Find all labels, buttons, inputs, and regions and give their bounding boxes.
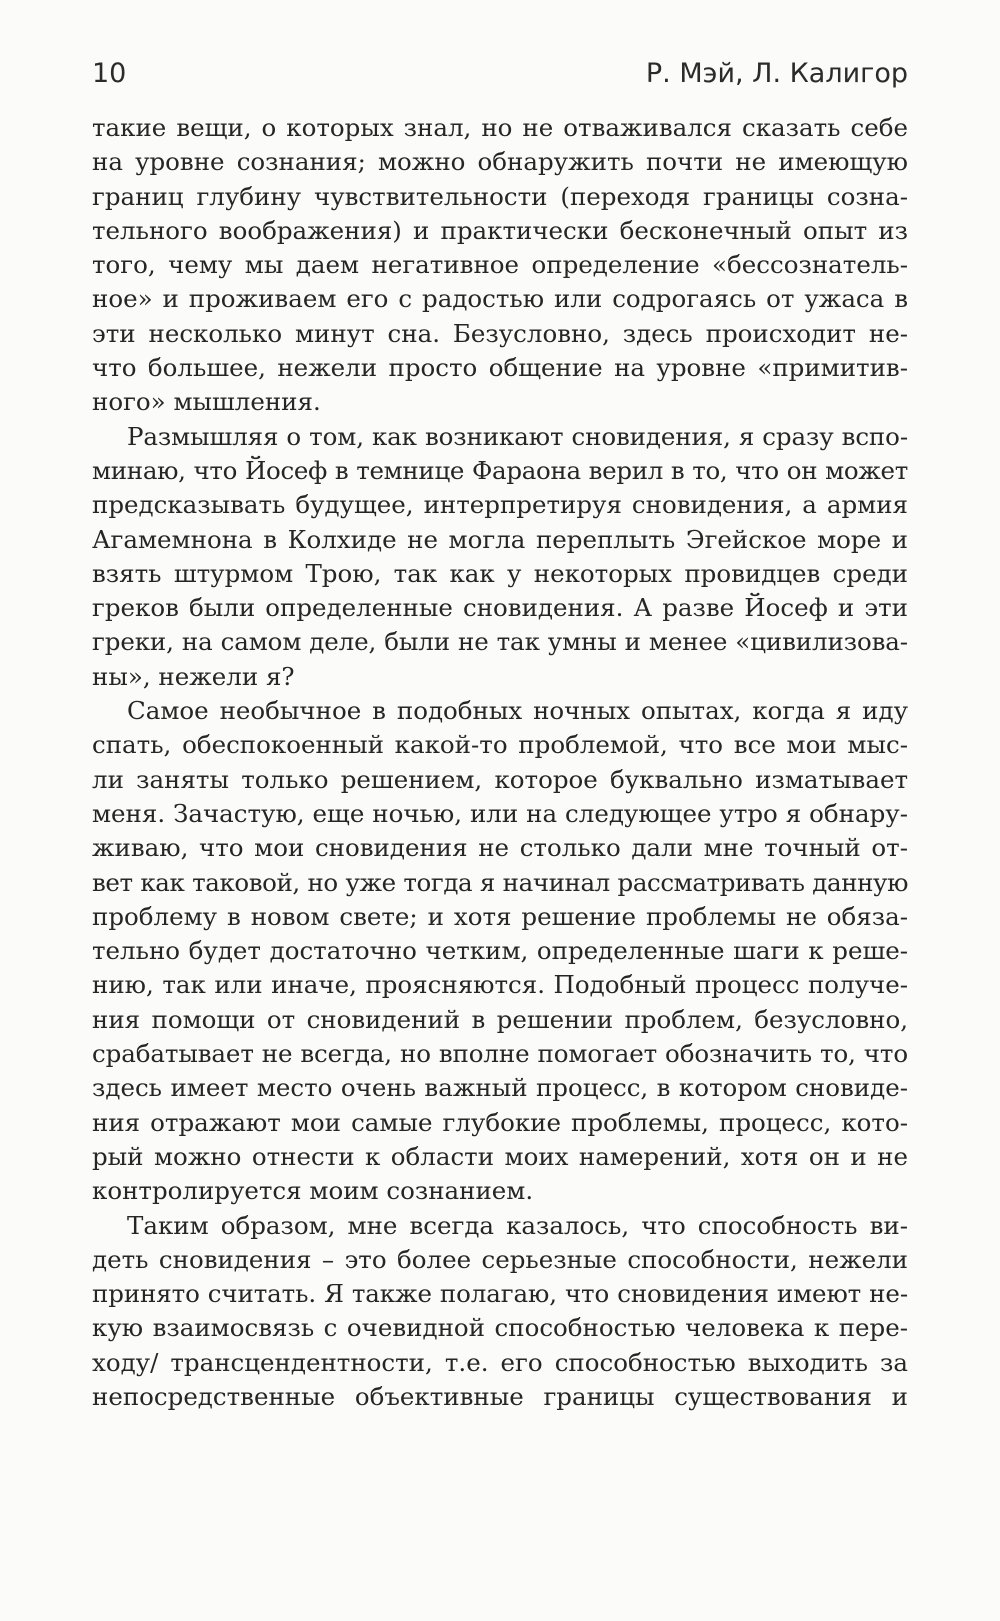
text-line: здесь имеет место очень важный процесс, в котором сновиде- <box>92 1073 908 1103</box>
text-line: нию, так или иначе, проясняются. Подобный процесс получе- <box>92 970 908 1000</box>
text-line: ходу/ трансцендентности, т.е. его способностью выходить за <box>92 1347 908 1377</box>
text-line: того, чему мы даем негативное определение «бессознатель- <box>92 250 908 280</box>
text-line: ли заняты только решением, которое буквально изматывает <box>92 764 908 794</box>
text-line: непосредственные объективные границы существования и <box>92 1381 908 1411</box>
text-line: что большее, нежели просто общение на уровне «примитив- <box>92 353 908 383</box>
text-line: такие вещи, о которых знал, но не отваживался сказать себе <box>92 113 908 142</box>
body-text <box>92 111 908 1414</box>
text-line: рый можно отнести к области моих намерений, хотя он и не <box>92 1141 908 1171</box>
text-line: Агамемнона в Колхиде не могла переплыть Эгейское море и <box>92 524 908 554</box>
paragraph-3 <box>92 694 908 1208</box>
text-line: границ глубину чувствительности (переходя границы созна- <box>92 181 908 211</box>
text-line: на уровне сознания; можно обнаружить почти не имеющую <box>92 147 908 177</box>
text-line: контролируется моим сознанием. <box>92 1176 534 1206</box>
text-line: деть сновидения – это более серьезные способности, нежели <box>92 1244 908 1274</box>
text-line: вет как таковой, но уже тогда я начинал рассматривать данную <box>92 867 908 897</box>
text-line: ное» и проживаем его с радостью или содрогаясь от ужаса в <box>92 284 908 314</box>
text-line: минаю, что Йосеф в темнице Фараона верил в то, что он может <box>92 455 908 485</box>
running-head <box>92 58 908 98</box>
text-line: проблему в новом свете; и хотя решение проблемы не обяза- <box>92 901 908 931</box>
text-line: греков были определенные сновидения. А разве Йосеф и эти <box>92 593 908 623</box>
text-line: ны», нежели я? <box>92 661 295 691</box>
text-line: предсказывать будущее, интерпретируя сновидения, а армия <box>92 490 908 520</box>
text-line: меня. Зачастую, еще ночью, или на следующее утро я обнару- <box>92 798 908 828</box>
text-line: Таким образом, мне всегда казалось, что способность ви- <box>127 1210 908 1240</box>
text-line: Самое необычное в подобных ночных опытах, когда я иду <box>127 696 908 726</box>
paragraph-4 <box>92 1209 908 1415</box>
text-line: ного» мышления. <box>92 387 321 417</box>
text-line: спать, обеспокоенный какой-то проблемой, что все мои мыс- <box>92 730 908 760</box>
text-line: кую взаимосвязь с очевидной способностью человека к пере- <box>92 1313 908 1343</box>
text-line: греки, на самом деле, были не так умны и менее «цивилизова- <box>92 627 908 657</box>
text-line: Размышляя о том, как возникают сновидения, я сразу вспо- <box>127 421 908 451</box>
text-line: срабатывает не всегда, но вполне помогает обозначить то, что <box>92 1039 908 1069</box>
text-line: взять штурмом Трою, так как у некоторых провидцев среди <box>92 558 908 588</box>
text-line: тельного воображения) и практически бесконечный опыт из <box>92 215 908 245</box>
text-line: тельно будет достаточно четким, определенные шаги к реше- <box>92 936 908 966</box>
text-line: живаю, что мои сновидения не столько дали мне точный от- <box>92 833 908 863</box>
text-line: принято считать. Я также полагаю, что сновидения имеют не- <box>92 1279 908 1309</box>
paragraph-1 <box>92 111 908 420</box>
text-line: эти несколько минут сна. Безусловно, здесь происходит не- <box>92 318 908 348</box>
running-head-authors: Р. Мэй, Л. Калигор <box>645 58 908 89</box>
paragraph-2 <box>92 420 908 694</box>
text-line: ния помощи от сновидений в решении проблем, безусловно, <box>92 1004 908 1034</box>
page-number: 10 <box>92 58 127 89</box>
text-line: ния отражают мои самые глубокие проблемы, процесс, кото- <box>92 1107 908 1137</box>
